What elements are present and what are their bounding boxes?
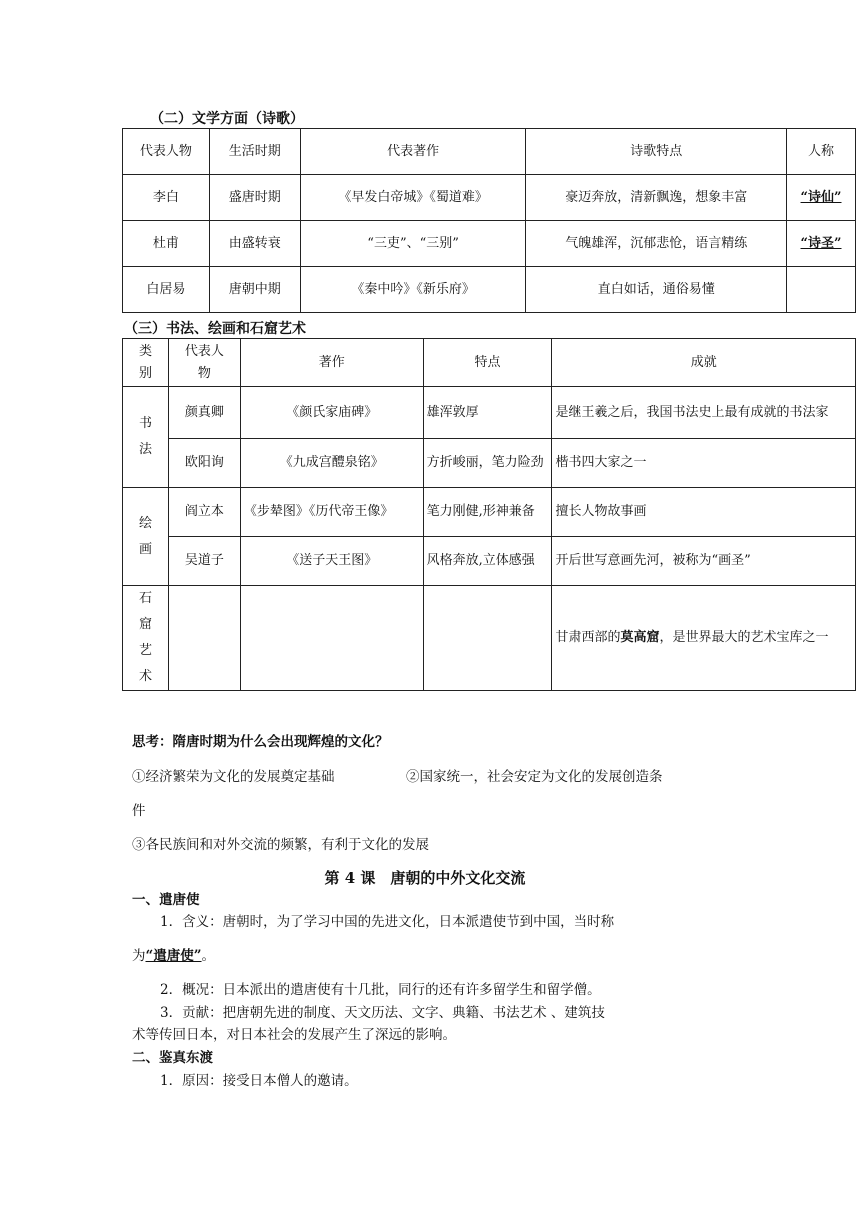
section-2-heading: 二、鉴真东渡	[132, 1050, 213, 1066]
works-cell: 《颜氏家庙碑》	[240, 387, 423, 439]
header-cell: 代表著作	[300, 129, 526, 175]
literature-heading: （二）文学方面（诗歌）	[150, 111, 304, 127]
person-cell: 杜甫	[123, 221, 210, 267]
achievement-cell: 开后世写意画先河，被称为“画圣”	[552, 537, 856, 586]
person-cell: 白居易	[123, 267, 210, 313]
person-cell	[168, 586, 240, 691]
s2-paragraph-1: 1．原因：接受日本僧人的邀请。	[160, 1073, 358, 1089]
person-cell: 阎立本	[168, 488, 240, 537]
s1-paragraph-1: 1．含义：唐朝时，为了学习中国的先进文化，日本派遣使节到中国，当时称	[160, 914, 615, 930]
qiantangshi-term: “遣唐使”	[145, 948, 202, 964]
table-row	[123, 267, 856, 313]
think-question: 思考：隋唐时期为什么会出现辉煌的文化？	[132, 734, 389, 750]
think-answer-3: ③各民族间和对外交流的频繁，有利于文化的发展	[132, 837, 429, 853]
arts-heading: （三）书法、绘画和石窟艺术	[124, 321, 306, 337]
title-cell: “诗圣”	[787, 221, 856, 267]
achievement-cell: 擅长人物故事画	[552, 488, 856, 537]
title-cell	[787, 267, 856, 313]
header-cell: 诗歌特点	[526, 129, 787, 175]
works-cell: 《早发白帝城》《蜀道难》	[300, 175, 526, 221]
table-row	[123, 537, 856, 586]
features-cell: 方折峻丽，笔力险劲	[423, 439, 552, 488]
header-cell: 生活时期	[209, 129, 300, 175]
think-answer-2: ②国家统一，社会安定为文化的发展创造条	[406, 769, 663, 785]
table-row	[123, 439, 856, 488]
period-cell: 唐朝中期	[209, 267, 300, 313]
s1-paragraph-1-cont: 为“遣唐使”。	[132, 948, 216, 964]
header-cell: 著作	[240, 339, 423, 387]
category-cell: 绘画	[123, 488, 169, 586]
think-answer-1: ①经济繁荣为文化的发展奠定基础	[132, 769, 335, 785]
works-cell	[240, 586, 423, 691]
header-cell: 代表人物	[123, 129, 210, 175]
table-row	[123, 387, 856, 439]
literature-table	[122, 128, 856, 313]
achievement-cell: 甘肃西部的莫高窟，是世界最大的艺术宝库之一	[552, 586, 856, 691]
features-cell: 气魄雄浑，沉郁悲怆，语言精练	[526, 221, 787, 267]
features-cell: 笔力刚健,形神兼备	[423, 488, 552, 537]
features-cell	[423, 586, 552, 691]
s1-paragraph-3-cont: 术等传回日本，对日本社会的发展产生了深远的影响。	[132, 1027, 456, 1043]
table-row	[123, 586, 856, 691]
title-cell: “诗仙”	[787, 175, 856, 221]
header-cell: 成就	[552, 339, 856, 387]
header-cell: 代表人物	[168, 339, 240, 387]
table-row	[123, 221, 856, 267]
features-cell: 豪迈奔放，清新飘逸，想象丰富	[526, 175, 787, 221]
category-cell: 石窟艺术	[123, 586, 169, 691]
features-cell: 直白如话，通俗易懂	[526, 267, 787, 313]
section-1-heading: 一、遣唐使	[132, 892, 200, 908]
table-row	[123, 175, 856, 221]
period-cell: 盛唐时期	[209, 175, 300, 221]
achievement-cell: 是继王羲之后，我国书法史上最有成就的书法家	[552, 387, 856, 439]
works-cell: 《步辇图》《历代帝王像》	[240, 488, 423, 537]
works-cell: “三吏”、“三别”	[300, 221, 526, 267]
features-cell: 雄浑敦厚	[423, 387, 552, 439]
arts-table	[122, 338, 856, 691]
person-cell: 李白	[123, 175, 210, 221]
lesson-title: 第 4 课 唐朝的中外文化交流	[324, 869, 526, 887]
header-cell: 人称	[787, 129, 856, 175]
s1-paragraph-3: 3．贡献：把唐朝先进的制度、天文历法、文字、典籍、书法艺术 、建筑技	[160, 1005, 605, 1021]
features-cell: 风格奔放,立体感强	[423, 537, 552, 586]
period-cell: 由盛转衰	[209, 221, 300, 267]
works-cell: 《秦中吟》《新乐府》	[300, 267, 526, 313]
table-row	[123, 488, 856, 537]
achievement-cell: 楷书四大家之一	[552, 439, 856, 488]
works-cell: 《九成宫醴泉铭》	[240, 439, 423, 488]
literature-header-row	[123, 129, 856, 175]
person-cell: 颜真卿	[168, 387, 240, 439]
person-cell: 吴道子	[168, 537, 240, 586]
person-cell: 欧阳询	[168, 439, 240, 488]
category-cell: 书法	[123, 387, 169, 488]
works-cell: 《送子天王图》	[240, 537, 423, 586]
think-answer-2-cont: 件	[132, 803, 146, 819]
s1-paragraph-2: 2．概况：日本派出的遣唐使有十几批，同行的还有许多留学生和留学僧。	[160, 982, 601, 998]
header-cell: 特点	[423, 339, 552, 387]
header-cell: 类别	[123, 339, 169, 387]
mogao-caves-term: 莫高窟	[620, 630, 660, 645]
arts-header-row	[123, 339, 856, 387]
